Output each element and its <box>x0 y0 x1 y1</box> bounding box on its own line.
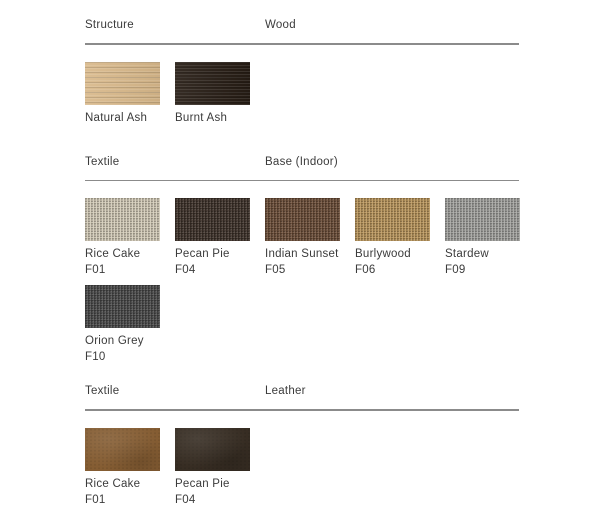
swatch-tile[interactable] <box>85 428 160 471</box>
section-divider <box>85 409 519 411</box>
section-divider <box>85 43 519 45</box>
swatch-tile[interactable] <box>175 62 250 105</box>
materials-section <box>85 156 519 366</box>
swatch-code: F09 <box>445 264 466 276</box>
swatch-name: Stardew <box>445 248 489 260</box>
swatch-code: F04 <box>175 264 196 276</box>
swatch-name: Burnt Ash <box>175 111 228 124</box>
swatch-cell <box>85 198 160 278</box>
materials-section <box>85 385 519 508</box>
materials-list <box>85 19 519 508</box>
swatch-name: Indian Sunset <box>265 248 339 260</box>
swatch-code: F01 <box>85 493 106 506</box>
section-left-header: Textile <box>85 385 120 397</box>
swatch-tile[interactable] <box>85 62 160 105</box>
swatch-cell <box>175 62 250 126</box>
swatch-cell <box>85 285 160 365</box>
swatch-rows <box>85 62 519 126</box>
swatch-code: F06 <box>355 264 376 276</box>
swatch-name: Pecan Pie <box>175 477 230 490</box>
section-right-header: Leather <box>265 385 306 397</box>
section-header-row <box>85 156 519 169</box>
section-right-header: Wood <box>265 19 296 31</box>
swatch-cell <box>265 198 340 278</box>
swatch-name: Rice Cake <box>85 248 141 260</box>
swatch-row <box>85 198 519 278</box>
swatch-row <box>85 285 519 365</box>
swatch-cell <box>85 428 160 508</box>
swatch-cell <box>85 62 160 126</box>
swatch-name: Natural Ash <box>85 111 148 124</box>
section-right-header: Base (Indoor) <box>265 155 338 168</box>
swatch-row <box>85 62 519 126</box>
swatch-tile[interactable] <box>85 198 160 241</box>
swatch-cell <box>175 428 250 508</box>
swatch-tile[interactable] <box>445 198 520 241</box>
swatch-code: F04 <box>175 493 196 506</box>
swatch-code: F01 <box>85 264 106 276</box>
section-header-row <box>85 385 519 398</box>
materials-section <box>85 19 519 126</box>
swatch-cell <box>175 198 250 278</box>
swatch-cell <box>355 198 430 278</box>
swatch-tile[interactable] <box>265 198 340 241</box>
swatch-tile[interactable] <box>175 198 250 241</box>
swatch-rows <box>85 198 519 365</box>
swatch-row <box>85 428 519 508</box>
swatch-tile[interactable] <box>355 198 430 241</box>
swatch-tile[interactable] <box>175 428 250 471</box>
swatch-rows <box>85 428 519 508</box>
swatch-tile[interactable] <box>85 285 160 328</box>
section-left-header: Structure <box>85 19 134 31</box>
swatch-cell <box>445 198 520 278</box>
swatch-name: Orion Grey <box>85 335 144 347</box>
swatch-name: Pecan Pie <box>175 248 230 260</box>
swatch-code: F10 <box>85 351 106 363</box>
section-left-header: Textile <box>85 155 120 168</box>
swatch-name: Burlywood <box>355 248 411 260</box>
swatch-code: F05 <box>265 264 286 276</box>
section-divider <box>85 180 519 182</box>
section-header-row <box>85 19 519 32</box>
swatch-name: Rice Cake <box>85 477 141 490</box>
